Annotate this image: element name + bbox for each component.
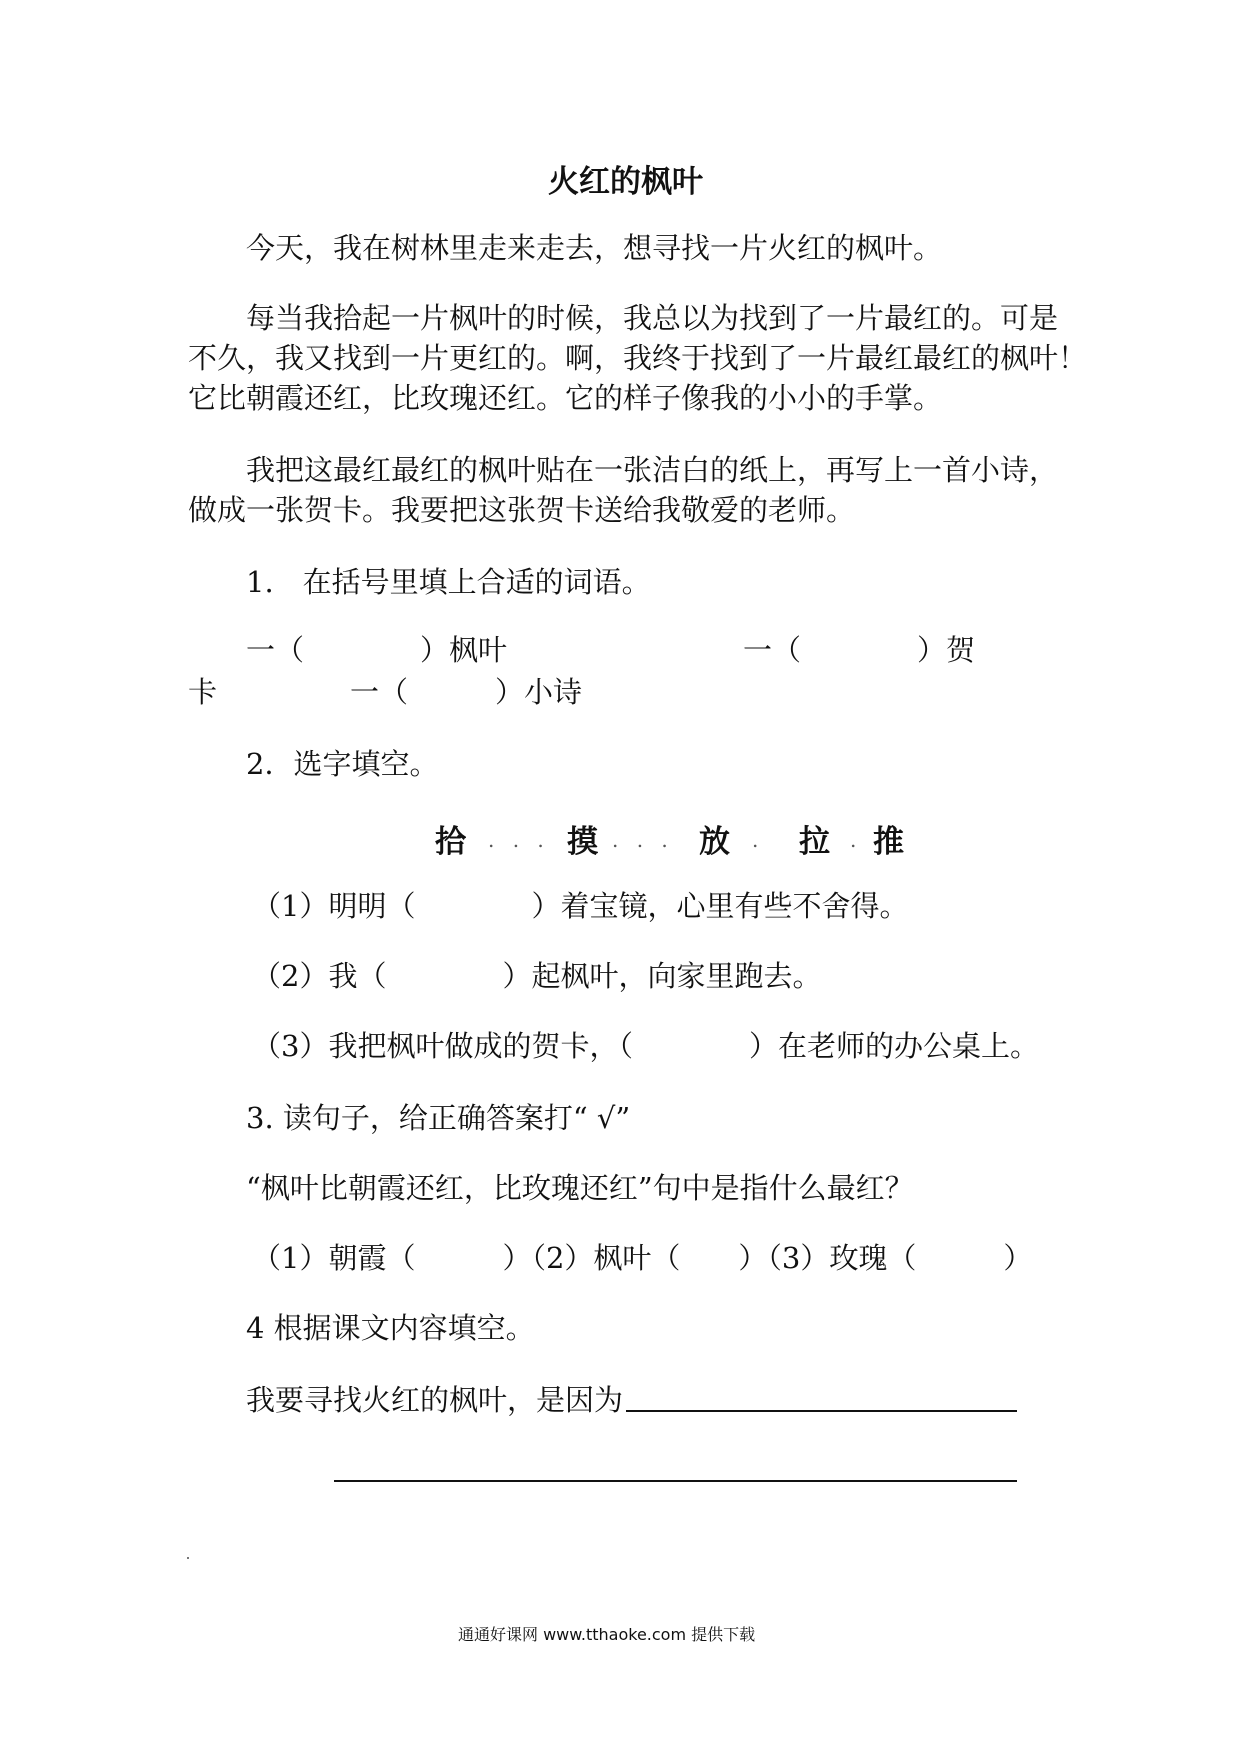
- question-1-blank-c: 一（ ）小诗: [350, 675, 583, 709]
- choice-separator: . . .: [612, 828, 674, 852]
- question-2-item-3: （3）我把枫叶做成的贺卡，（ ）在老师的办公桌上。: [252, 1029, 1039, 1063]
- question-1-prompt: 1. 在括号里填上合适的词语。: [246, 565, 651, 599]
- passage-paragraph-1: 今天，我在树林里走来走去，想寻找一片火红的枫叶。: [246, 231, 943, 265]
- question-3-sentence: “枫叶比朝霞还红，比玫瑰还红”句中是指什么最红？: [246, 1171, 914, 1205]
- passage-paragraph-3-line-1: 我把这最红最红的枫叶贴在一张洁白的纸上，再写上一首小诗，: [246, 453, 1059, 487]
- question-3-options: （1）朝霞（ ）（2）枫叶（ ）（3）玫瑰（ ）: [252, 1241, 1033, 1275]
- question-1-blank-b: 一（ ）贺: [743, 633, 976, 667]
- passage-paragraph-2-line-3: 它比朝霞还红，比玫瑰还红。它的样子像我的小小的手掌。: [188, 381, 943, 415]
- choice-char-2: 摸: [567, 824, 598, 860]
- choice-char-4: 拉: [799, 824, 830, 860]
- answer-line-2: [334, 1480, 1017, 1482]
- question-2-item-2: （2）我（ ）起枫叶，向家里跑去。: [252, 959, 822, 993]
- question-1-blank-a: 一（ ）枫叶: [246, 633, 508, 667]
- page-footer: 通通好课网 www.tthaoke.com 提供下载: [458, 1625, 756, 1644]
- question-1-blank-b-continued: 卡: [188, 675, 218, 709]
- scan-speck: [187, 1557, 189, 1559]
- passage-paragraph-3-line-2: 做成一张贺卡。我要把这张贺卡送给我敬爱的老师。: [188, 493, 856, 527]
- passage-paragraph-2-line-1: 每当我拾起一片枫叶的时候，我总以为找到了一片最红的。可是: [246, 301, 1059, 335]
- choice-separator: .: [850, 828, 863, 852]
- question-4-prompt: 4 根据课文内容填空。: [246, 1311, 535, 1345]
- passage-paragraph-2-line-2: 不久，我又找到一片更红的。啊，我终于找到了一片最红最红的枫叶！: [188, 341, 1088, 375]
- choice-char-1: 拾: [435, 824, 466, 860]
- choice-separator: . . .: [488, 828, 550, 852]
- choice-char-3: 放: [699, 824, 730, 860]
- question-2-item-1: （1）明明（ ）着宝镜，心里有些不舍得。: [252, 889, 909, 923]
- page-title: 火红的枫叶: [548, 164, 703, 200]
- choice-separator: .: [752, 828, 765, 852]
- answer-line-1: [626, 1410, 1017, 1412]
- choice-char-5: 推: [873, 824, 904, 860]
- question-4-stem: 我要寻找火红的枫叶，是因为: [246, 1383, 624, 1417]
- question-3-prompt: 3. 读句子，给正确答案打“ √”: [246, 1101, 631, 1135]
- question-2-prompt: 2．选字填空。: [246, 747, 439, 781]
